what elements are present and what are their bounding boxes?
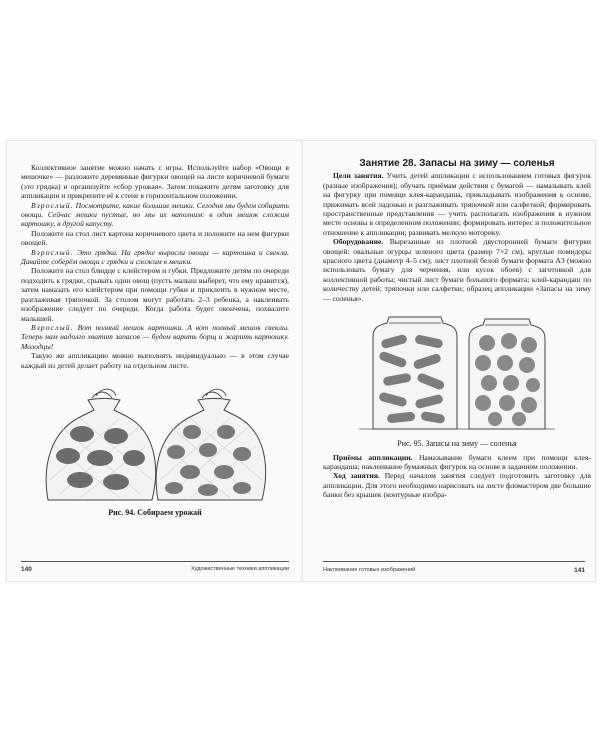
left-paragraph-2: Положите на стол лист картона коричневого цвета и положите на нем фигурки овощей. [21,228,289,248]
lesson-title: Занятие 28. Запасы на зиму — соленья [359,158,555,169]
dialog-adult-1 [21,201,289,229]
adult-label: Взрослый. [31,247,74,257]
right-footer-rule [323,561,585,562]
techniques-text: Намазывание бумаги клеем при помощи клея-карандаша; наклеивание бумажных фигурок на основе в заданном положении. [323,452,591,471]
dialog-adult-3 [21,323,289,351]
dialog-text-1: Посмотрите, какие большие мешки. Сегодня мы будем собирать овощи. Сейчас мешки пустые, но мы их наполним: в один мешок сложим картошку, в другой капусту. [21,200,289,229]
left-page [21,163,289,517]
figure-94-sacks [40,376,270,504]
figure-95-caption: Рис. 95. Запасы на зиму — соленья [397,439,517,449]
left-paragraph-3: Положите на стол блюдце с клейстером и губки. Предложите детям по очереди подходить к грядке, срывать один овощ (пусть малыш выберет, что ему нравится), затем намазать его клейстером при помощи губки и приклеить в нужном месте, разглаживая тряпочкой. За столом могут работать 2–3 ребенка, а наклеивать изображение следует по очереди. Когда работа будет окончена, похвалите малышей. [21,266,289,323]
sacks-illustration [40,376,270,504]
adult-label: Взрослый. [31,200,74,210]
book-spread [6,140,596,582]
process-paragraph [323,471,591,499]
dialog-adult-2 [21,248,289,267]
right-footer [323,567,585,573]
dialog-text-2: Это грядка. На грядке выросли овощи — картошка и свекла. Давайте соберём овощи с грядки и сложим в мешки. [21,247,289,267]
equipment-text: Вырезанные из плотной двусторонней бумаги фигурки овощей: овальные огурцы зеленого цвета (размер 7×2 см), круглые помидоры красного цвета (диаметр 4–5 см); лист плотной белой бумаги формата А3 (можно использовать бумагу для черчения, или кусок обоев) с заготовкой для коллективной работы; чистый лист бумаги большого формата; клей-карандаш по количеству детей; тряпочки или салфетки; образец аппликации «Запасы на зиму — соленья». [323,237,591,303]
left-page-number: 140 [21,566,32,573]
left-footer [21,566,289,573]
goals-text: Учить детей аппликации с использованием готовых фигурок (разные изображения); обучать приёмам действия с бумагой — намазывать клей на фигурку при помощи клея-карандаша, прикладывать изображения к основе, прижимать всей ладонью и разглаживать тряпочкой или салфеткой; формировать пространственные представления — учить располагать изображения в нужном месте основы в определенном положении; формировать интерес и положительное отношение к аппликации; развивать мелкую моторику. [323,171,591,237]
right-page-number: 141 [574,567,585,574]
jars-illustration [357,309,557,435]
right-page [323,159,591,500]
goals-label: Цели занятия. [333,171,384,181]
adult-label: Взрослый. [31,322,74,332]
process-text: Перед началом занятия следует подготовить заготовку для аппликации. Для этого необходимо нарисовать на листе фломастером две большие банки без крышек (контурные изобра- [323,471,592,500]
techniques-label: Приёмы аппликации. [333,452,413,462]
goals-paragraph [323,171,591,237]
left-running-footer: Художественные техники аппликации [191,566,289,572]
equipment-label: Оборудование. [333,237,384,247]
process-label: Ход занятия. [333,471,380,481]
equipment-paragraph [323,237,591,303]
techniques-paragraph [323,453,591,472]
dialog-text-3: Вот полный мешок картошки. А вот полный мешок свеклы. Теперь нам надолго хватит запасов — будем варить борщ и жарить картошку. Молодцы! [21,322,289,351]
left-footer-rule [21,561,289,562]
figure-94-caption: Рис. 94. Собираем урожай [108,507,202,517]
left-paragraph-intro: Коллективное занятие можно начать с игры. Используйте набор «Овощи в мешочке» — разложите деревянные фигурки овощей на листе коричневой бумаги (это грядка) и организуйте «сбор урожая». Затем покажите детям заготовку для аппликации и прикрепите её к стене в горизонтальном положении. [21,163,289,201]
right-running-footer: Наклеивание готовых изображений [323,567,416,573]
book-gutter [301,141,303,581]
left-paragraph-4: Такую же аппликацию можно выполнять индивидуально — в этом случае каждый из детей делает работу на отдельном листе. [21,351,289,370]
figure-95-jars [357,309,557,435]
